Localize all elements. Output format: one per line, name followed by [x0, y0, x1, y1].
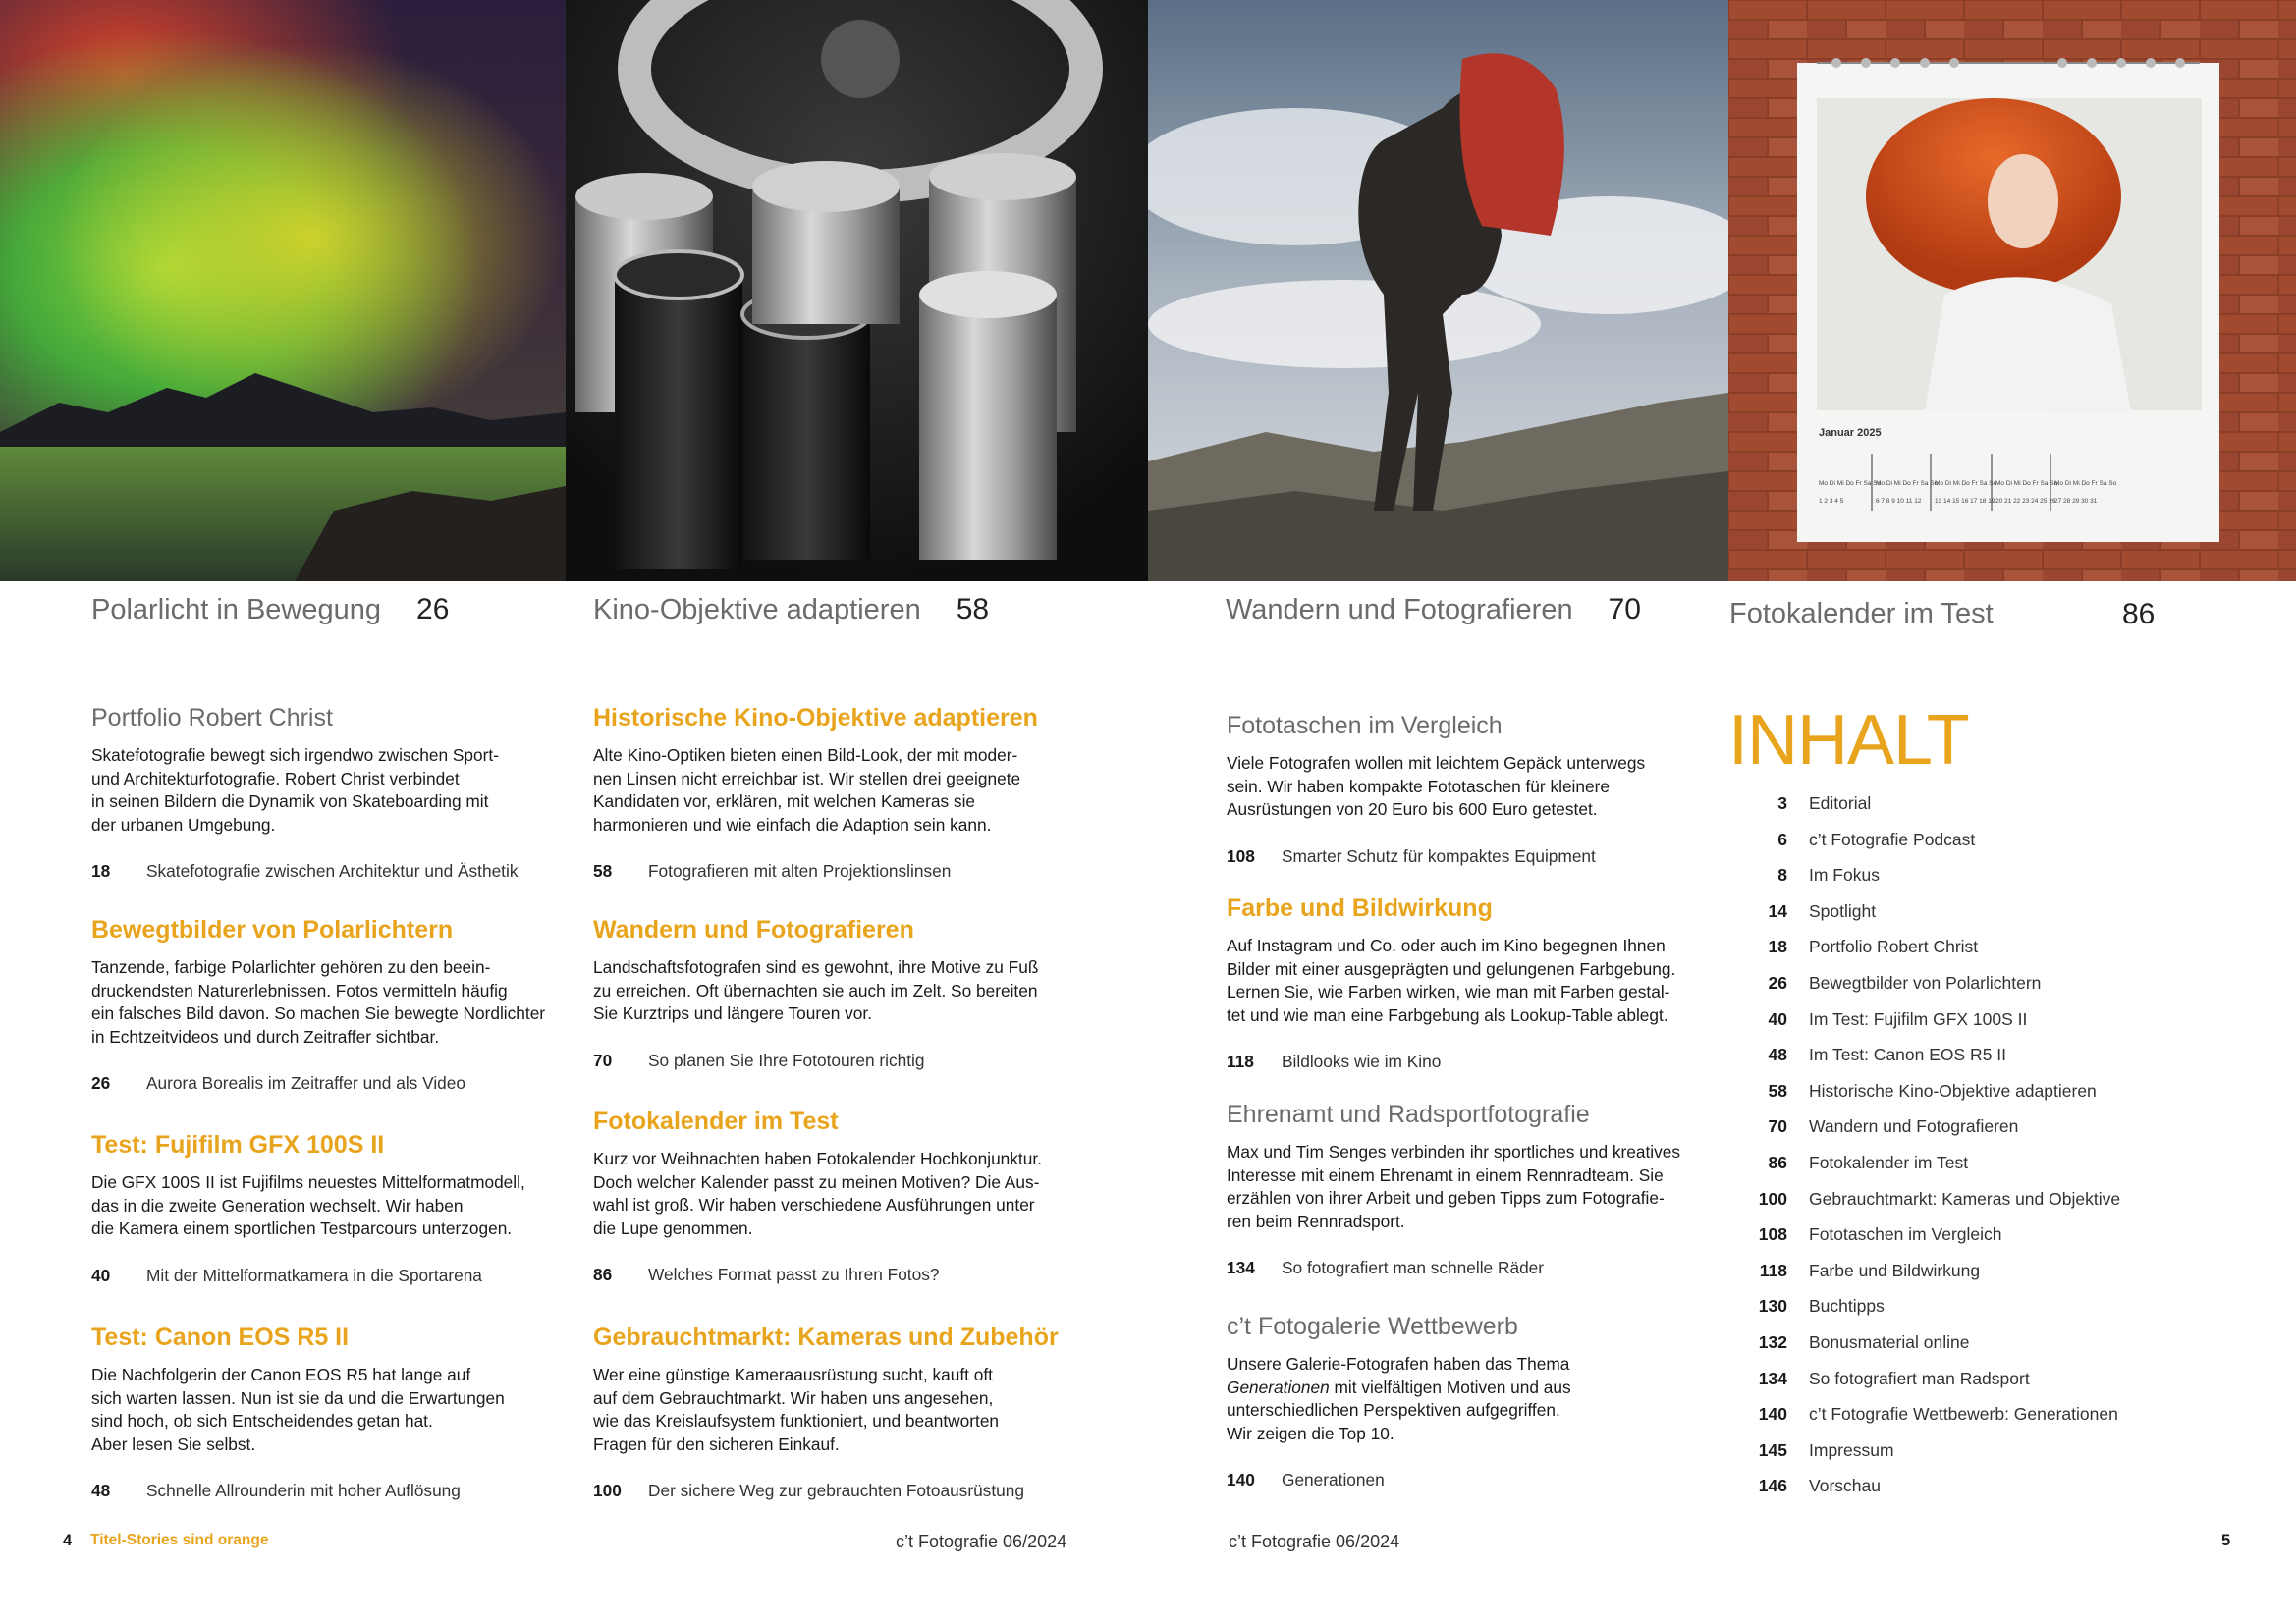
article-fotokalender[interactable]	[593, 1105, 1055, 1321]
article-body: Max und Tim Senges verbinden ihr sportliches und kreatives Interesse mit einem Ehrenamt in einem Rennradteam. Sie erzählen von ihrer Arbeit und geben Tipps zum Fotografie- ren beim Rennradsport.	[1227, 1142, 1681, 1231]
article-title: Historische Kino-Objektive adaptieren	[593, 704, 1038, 731]
caption-fotokalender[interactable]	[1729, 598, 2156, 641]
calendar-weekdays-1: Mo Di Mi Do Fr Sa So	[1819, 480, 1882, 487]
toc-label: Bewegtbilder von Polarlichtern	[1809, 972, 2042, 993]
article-ref	[1227, 1257, 1688, 1279]
toc-page: 86	[1768, 1152, 1787, 1172]
article-title: Fototaschen im Vergleich	[1227, 712, 1503, 739]
toc-item[interactable]	[1730, 1296, 2261, 1332]
article-ref-text: Skatefotografie zwischen Architektur und Ästhetik	[146, 861, 519, 881]
article-ref-text: Der sichere Weg zur gebrauchten Fotoausrüstung	[648, 1481, 1024, 1500]
calendar-week-2: 6 7 8 9 10 11 12	[1876, 498, 1922, 505]
toc-label: Buchtipps	[1809, 1296, 1885, 1317]
toc-page: 145	[1758, 1439, 1787, 1460]
calendar-weekdays-5: Mo Di Mi Do Fr Sa So	[2054, 480, 2117, 487]
calendar-weekdays-4: Mo Di Mi Do Fr Sa So	[1995, 480, 2058, 487]
toc-item[interactable]	[1730, 1153, 2261, 1189]
article-ref-page: 70	[593, 1050, 613, 1070]
toc-label: c’t Fotografie Podcast	[1809, 829, 1976, 849]
article-title: c’t Fotogalerie Wettbewerb	[1227, 1313, 1518, 1340]
article-ref	[91, 1480, 553, 1502]
toc-label: Spotlight	[1809, 900, 1877, 921]
caption-title: Wandern und Fotografieren	[1226, 594, 1573, 625]
article-body: Alte Kino-Optiken bieten einen Bild-Look, der mit moder- nen Linsen nicht erreichbar ist. Wir stellen drei geeignete Kandidaten vor, erklären, mit welchen Kameras sie harmonieren und wie einfach die Adaption sein kann.	[593, 745, 1021, 835]
magazine-issue-right: c’t Fotografie 06/2024	[1229, 1532, 1400, 1551]
aurora-photo	[0, 0, 566, 581]
article-body: Kurz vor Weihnachten haben Fotokalender Hochkonjunktur. Doch welcher Kalender passt zu meinen Motiven? Die Aus- wahl ist groß. Wir haben verschiedene Ausführungen unter die Lupe genommen.	[593, 1149, 1042, 1238]
article-ref-page: 100	[593, 1481, 622, 1500]
article-body: Wer eine günstige Kameraausrüstung sucht, kauft oft auf dem Gebrauchtmarkt. Wir haben uns angesehen, wie das Kreislaufsystem funktioniert, und beantworten Fragen für den sicheren Einkauf.	[593, 1365, 1000, 1454]
toc-item[interactable]	[1730, 1189, 2261, 1225]
article-body: Tanzende, farbige Polarlichter gehören zu den beein- druckendsten Naturerlebnissen. Fotos vermitteln häufig ein falsches Bild davon. So machen Sie bewegte Nordlichter in Echtzeitvideos und durch Zeitraffer sichtbar.	[91, 957, 546, 1047]
article-ref	[91, 1265, 553, 1287]
article-body: Skatefotografie bewegt sich irgendwo zwischen Sport- und Architekturfotografie. Robert Christ verbindet in seinen Bildern die Dynamik von Skateboarding mit der urbanen Umgebung.	[91, 745, 499, 835]
toc-label: Fotokalender im Test	[1809, 1152, 1969, 1172]
article-body-post: mit vielfältigen Motiven und aus unterschiedlichen Perspektiven aufgegriffen. Wir zeigen die Top 10.	[1227, 1377, 1571, 1443]
article-ref	[1227, 1469, 1688, 1491]
article-body: Die Nachfolgerin der Canon EOS R5 hat lange auf sich warten lassen. Nun ist sie da und die Erwartungen sind hoch, ob sich Entscheidendes getan hat. Aber lesen Sie selbst.	[91, 1365, 505, 1454]
calendar-week-3: 13 14 15 16 17 18 19	[1935, 498, 1995, 505]
toc-item[interactable]	[1730, 1404, 2261, 1440]
article-ref-text: Schnelle Allrounderin mit hoher Auflösung	[146, 1481, 461, 1500]
article-ref-text: So fotografiert man schnelle Räder	[1282, 1258, 1545, 1277]
calendar-week-5: 27 28 29 30 31	[2054, 498, 2098, 505]
toc-page: 70	[1768, 1116, 1787, 1137]
column-right	[1227, 709, 1688, 1491]
article-ref-page: 26	[91, 1073, 111, 1093]
article-title: Portfolio Robert Christ	[91, 704, 333, 731]
toc-page: 40	[1768, 1008, 1787, 1029]
article-ref-page: 140	[1227, 1470, 1255, 1489]
article-title: Test: Fujifilm GFX 100S II	[91, 1131, 385, 1159]
article-portfolio-robert-christ[interactable]	[91, 701, 553, 913]
article-ref-text: Generationen	[1282, 1470, 1385, 1489]
toc-item[interactable]	[1730, 1116, 2261, 1153]
toc-item[interactable]	[1730, 1332, 2261, 1369]
article-ref-page: 48	[91, 1481, 111, 1500]
caption-page: 86	[2122, 598, 2156, 630]
article-ehrenamt-radsport[interactable]	[1227, 1098, 1688, 1310]
caption-wandern[interactable]	[1226, 593, 1641, 636]
toc-page: 140	[1758, 1404, 1787, 1425]
article-ref	[593, 860, 1055, 883]
article-ref-text: Bildlooks wie im Kino	[1282, 1052, 1442, 1071]
calendar-month-title: Januar 2025	[1819, 427, 1882, 439]
toc-label: Editorial	[1809, 793, 1872, 813]
article-body-pre: Unsere Galerie-Fotografen haben das Thema	[1227, 1354, 1570, 1374]
hiker-photo	[1148, 0, 1728, 581]
toc-item[interactable]	[1730, 901, 2261, 938]
article-ref-text: Welches Format passt zu Ihren Fotos?	[648, 1265, 940, 1284]
toc-page: 48	[1768, 1045, 1787, 1065]
article-canon-eos-r5[interactable]	[91, 1321, 553, 1502]
article-fotogalerie-wettbewerb[interactable]	[1227, 1310, 1688, 1491]
article-ref	[593, 1480, 1055, 1502]
article-title: Ehrenamt und Radsportfotografie	[1227, 1101, 1590, 1128]
toc-item[interactable]	[1730, 793, 2261, 830]
article-body-emphasis: Generationen	[1227, 1377, 1330, 1397]
article-ref	[91, 860, 553, 883]
toc-label: Portfolio Robert Christ	[1809, 937, 1979, 957]
toc-item[interactable]	[1730, 973, 2261, 1009]
article-ref	[1227, 845, 1688, 868]
article-ref-page: 58	[593, 861, 613, 881]
toc-item[interactable]	[1730, 1224, 2261, 1261]
toc-page: 132	[1758, 1331, 1787, 1352]
toc-item[interactable]	[1730, 937, 2261, 973]
caption-page: 70	[1608, 593, 1641, 625]
article-title: Fotokalender im Test	[593, 1108, 839, 1135]
article-fototaschen[interactable]	[1227, 709, 1688, 892]
article-ref-text: Fotografieren mit alten Projektionslinsen	[648, 861, 952, 881]
article-body: Die GFX 100S II ist Fujifilms neuestes Mittelformatmodell, das in die zweite Generation wechselt. Wir haben die Kamera einem sportlichen Testparcours unterzogen.	[91, 1172, 525, 1238]
caption-title: Kino-Objektive adaptieren	[593, 594, 921, 625]
toc-label: Impressum	[1809, 1439, 1894, 1460]
article-ref	[593, 1050, 1055, 1072]
article-title: Test: Canon EOS R5 II	[91, 1324, 350, 1351]
toc-label: Im Test: Fujifilm GFX 100S II	[1809, 1008, 2028, 1029]
calendar-photo	[1728, 0, 2296, 581]
calendar-weekdays-2: Mo Di Mi Do Fr Sa So	[1876, 480, 1939, 487]
article-ref	[91, 1072, 553, 1095]
article-ref-text: Aurora Borealis im Zeitraffer und als Video	[146, 1073, 465, 1093]
inhalt-title: INHALT	[1728, 701, 1969, 780]
toc-page: 134	[1758, 1368, 1787, 1388]
article-ref-text: Smarter Schutz für kompaktes Equipment	[1282, 845, 1596, 866]
toc-label: Wandern und Fotografieren	[1809, 1116, 2019, 1137]
article-farbe-bildwirkung[interactable]	[1227, 892, 1688, 1098]
article-ref	[1227, 1051, 1688, 1073]
toc-item[interactable]	[1730, 865, 2261, 901]
article-polarlichter[interactable]	[91, 913, 553, 1128]
toc-label: Fototaschen im Vergleich	[1809, 1224, 2002, 1245]
toc-item[interactable]	[1730, 1009, 2261, 1046]
article-title: Wandern und Fotografieren	[593, 916, 914, 944]
column-left	[91, 701, 553, 1502]
page-number-right: 5	[2221, 1532, 2231, 1549]
article-ref-page: 40	[91, 1265, 111, 1285]
magazine-issue-left: c’t Fotografie 06/2024	[896, 1532, 1067, 1551]
article-wandern[interactable]	[593, 913, 1055, 1105]
article-ref-page: 18	[91, 861, 111, 881]
article-ref-page: 86	[593, 1265, 613, 1284]
caption-title: Polarlicht in Bewegung	[91, 594, 382, 625]
toc-label: Historische Kino-Objektive adaptieren	[1809, 1080, 2097, 1101]
article-ref-page: 108	[1227, 845, 1255, 866]
toc-label: Im Fokus	[1809, 865, 1880, 886]
toc-page: 8	[1777, 865, 1787, 886]
toc-item[interactable]	[1730, 1369, 2261, 1405]
caption-page: 58	[956, 593, 990, 625]
article-ref-text: Mit der Mittelformatkamera in die Sportarena	[146, 1265, 482, 1285]
toc-page: 146	[1758, 1476, 1787, 1496]
article-gebrauchtmarkt[interactable]	[593, 1321, 1059, 1502]
calendar-week-1: 1 2 3 4 5	[1819, 498, 1844, 505]
article-ref-text: So planen Sie Ihre Fototouren richtig	[648, 1050, 925, 1070]
article-body: Landschaftsfotografen sind es gewohnt, ihre Motive zu Fuß zu erreichen. Oft übernachten sie auch im Zelt. So bereiten Sie Kurztrips und längere Touren vor.	[593, 957, 1039, 1023]
toc-page: 18	[1768, 937, 1787, 957]
toc-label: Gebrauchtmarkt: Kameras und Objektive	[1809, 1188, 2121, 1209]
calendar-week-4: 20 21 22 23 24 25 26	[1995, 498, 2056, 505]
toc-page: 6	[1777, 829, 1787, 849]
toc-label: Farbe und Bildwirkung	[1809, 1260, 1981, 1280]
article-fujifilm-gfx[interactable]	[91, 1128, 553, 1321]
article-ref-page: 118	[1227, 1052, 1254, 1071]
toc-item[interactable]	[1730, 1261, 2261, 1297]
caption-kino-objektive[interactable]	[593, 593, 989, 636]
toc-item[interactable]	[1730, 1045, 2261, 1081]
toc-page: 118	[1759, 1260, 1787, 1280]
article-kino-objektive[interactable]	[593, 701, 1055, 913]
caption-polarlicht[interactable]	[91, 593, 449, 636]
toc-page: 108	[1758, 1224, 1787, 1245]
toc-page: 14	[1768, 900, 1787, 921]
page-number-left: 4	[63, 1532, 73, 1549]
table-of-contents	[1730, 793, 2261, 1512]
toc-item[interactable]	[1730, 1081, 2261, 1117]
column-middle	[593, 701, 1059, 1502]
toc-page: 3	[1777, 793, 1787, 813]
article-body	[1227, 1353, 1688, 1445]
article-title: Farbe und Bildwirkung	[1227, 894, 1493, 922]
caption-page: 26	[416, 593, 450, 625]
toc-page: 58	[1768, 1080, 1787, 1101]
toc-label: c’t Fotografie Wettbewerb: Generationen	[1809, 1404, 2118, 1425]
article-ref	[593, 1264, 1055, 1286]
article-title: Bewegtbilder von Polarlichtern	[91, 916, 454, 944]
toc-item[interactable]	[1730, 1440, 2261, 1477]
toc-label: So fotografiert man Radsport	[1809, 1368, 2030, 1388]
article-ref-page: 134	[1227, 1258, 1255, 1277]
toc-page: 100	[1758, 1188, 1787, 1209]
toc-item[interactable]	[1730, 1476, 2261, 1512]
toc-label: Vorschau	[1809, 1476, 1881, 1496]
toc-page: 130	[1758, 1296, 1787, 1317]
lenses-photo	[566, 0, 1148, 581]
article-title: Gebrauchtmarkt: Kameras und Zubehör	[593, 1324, 1059, 1351]
toc-item[interactable]	[1730, 830, 2261, 866]
toc-label: Im Test: Canon EOS R5 II	[1809, 1045, 2007, 1065]
article-body: Viele Fotografen wollen mit leichtem Gepäck unterwegs sein. Wir haben kompakte Fototaschen für kleinere Ausrüstungen von 20 Euro bis 600 Euro getestet.	[1227, 753, 1646, 819]
toc-page: 26	[1768, 972, 1787, 993]
article-body: Auf Instagram und Co. oder auch im Kino begegnen Ihnen Bilder mit einer ausgeprägten und gelungenen Farbgebung. Lernen Sie, wie Farben wirken, wie man mit Farben gestal- tet und wie man eine Farbgebung als Lookup-Table ablegt.	[1227, 936, 1676, 1025]
title-stories-note: Titel-Stories sind orange	[90, 1532, 269, 1548]
toc-label: Bonusmaterial online	[1809, 1331, 1970, 1352]
caption-title: Fotokalender im Test	[1729, 598, 1994, 629]
calendar-weekdays-3: Mo Di Mi Do Fr Sa So	[1935, 480, 1997, 487]
